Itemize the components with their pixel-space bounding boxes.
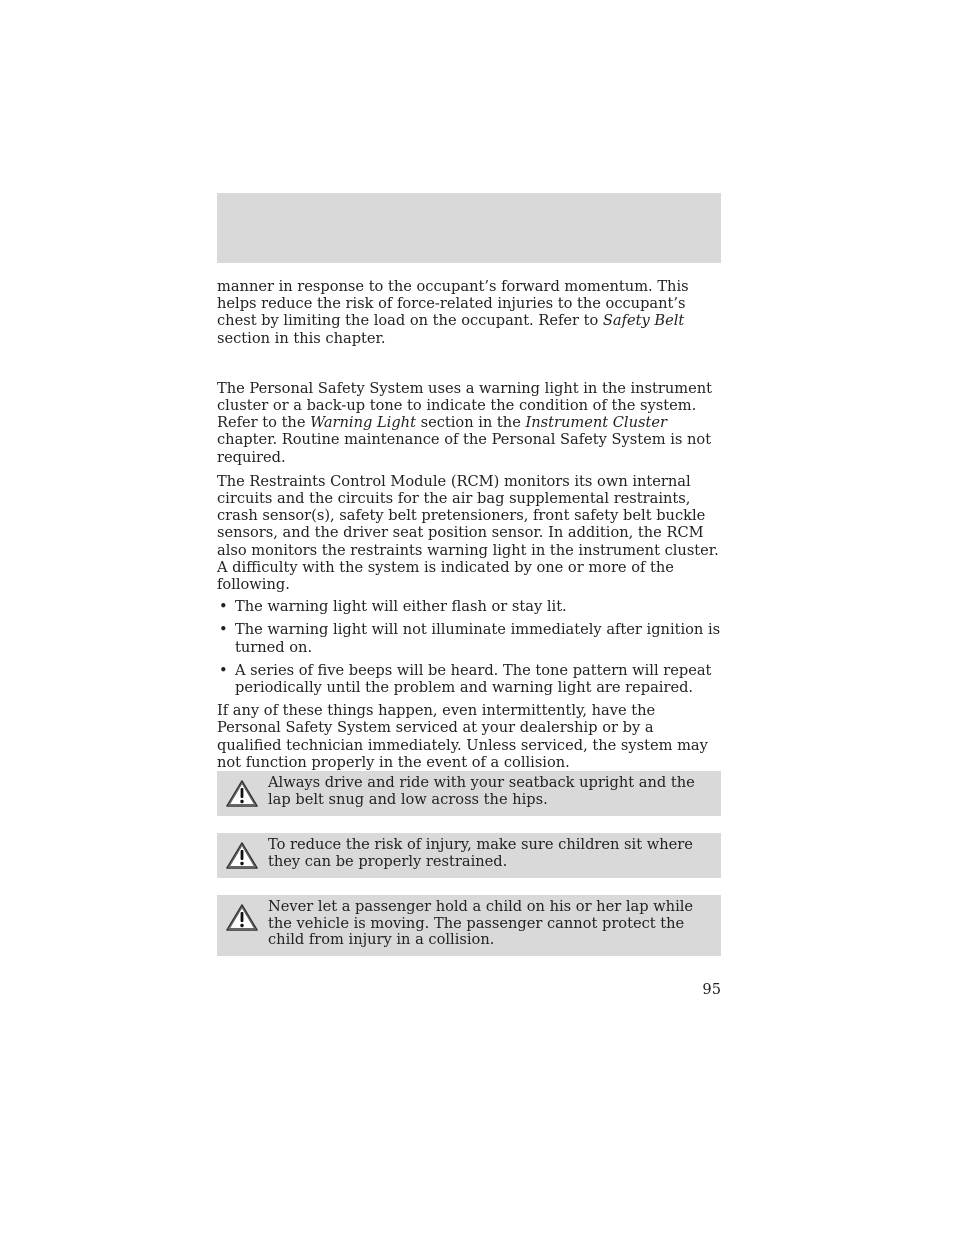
- reference-instrument-cluster: Instrument Cluster: [525, 414, 667, 432]
- list-item: [217, 598, 721, 615]
- list-item-text: A series of five beeps will be heard. The tone pattern will repeat periodically until the problem and warning light are repaired.: [235, 661, 712, 697]
- list-item: [217, 621, 721, 655]
- symptom-list: [217, 598, 721, 696]
- warning-text: Never let a passenger hold a child on his or her lap while the vehicle is moving. The passenger cannot protect the child from injury in a collision.: [268, 898, 694, 948]
- text-run: section in the: [415, 414, 526, 432]
- reference-safety-belt: Safety Belt: [602, 312, 685, 330]
- section-header-band: [217, 193, 721, 263]
- warning-text: Always drive and ride with your seatback upright and the lap belt snug and low across the hips.: [268, 774, 695, 808]
- text-run: section in this chapter.: [217, 329, 386, 347]
- warning-triangle-icon: [225, 903, 259, 933]
- text-run: The Personal Safety System uses a warning light in the instrument cluster or a back-up tone to indicate the condition of the system. Refer to the: [217, 379, 713, 432]
- body-text: [217, 278, 721, 771]
- paragraph-load-limiting: [217, 278, 721, 347]
- list-item-text: The warning light will either flash or stay lit.: [235, 598, 567, 616]
- reference-warning-light: Warning Light: [310, 414, 416, 432]
- paragraph-service: If any of these things happen, even intermittently, have the Personal Safety System serviced at your dealership or by a qualified technician immediately. Unless serviced, the system may not function properly in the event of a collision.: [217, 702, 708, 771]
- list-item-text: The warning light will not illuminate immediately after ignition is turned on.: [235, 621, 721, 656]
- text-run: manner in response to the occupant’s forward momentum. This helps reduce the risk of force-related injuries to the occupant’s chest by limiting the load on the occupant. Refer to: [217, 278, 689, 330]
- page-number: 95: [702, 981, 721, 998]
- warning-box: [217, 895, 721, 956]
- bullet-icon: •: [219, 661, 228, 679]
- paragraph-warning-light: [217, 380, 721, 466]
- list-item: [217, 662, 721, 696]
- text-run: chapter. Routine maintenance of the Personal Safety System is not required.: [217, 431, 712, 466]
- warning-text: To reduce the risk of injury, make sure children sit where they can be properly restrained.: [268, 836, 693, 870]
- warning-triangle-icon: [225, 779, 259, 809]
- warning-box: [217, 771, 721, 816]
- paragraph-rcm: The Restraints Control Module (RCM) monitors its own internal circuits and the circuits for the air bag supplemental restraints, crash sensor(s), safety belt pretensioners, front safety belt buckle sensors, and the driver seat position sensor. In addition, the RCM also monitors the restraints warning light in the instrument cluster. A difficulty with the system is indicated by one or more of the following.: [217, 472, 719, 594]
- bullet-icon: •: [219, 621, 228, 639]
- bullet-icon: •: [219, 598, 228, 616]
- warning-box: [217, 833, 721, 878]
- warning-triangle-icon: [225, 841, 259, 871]
